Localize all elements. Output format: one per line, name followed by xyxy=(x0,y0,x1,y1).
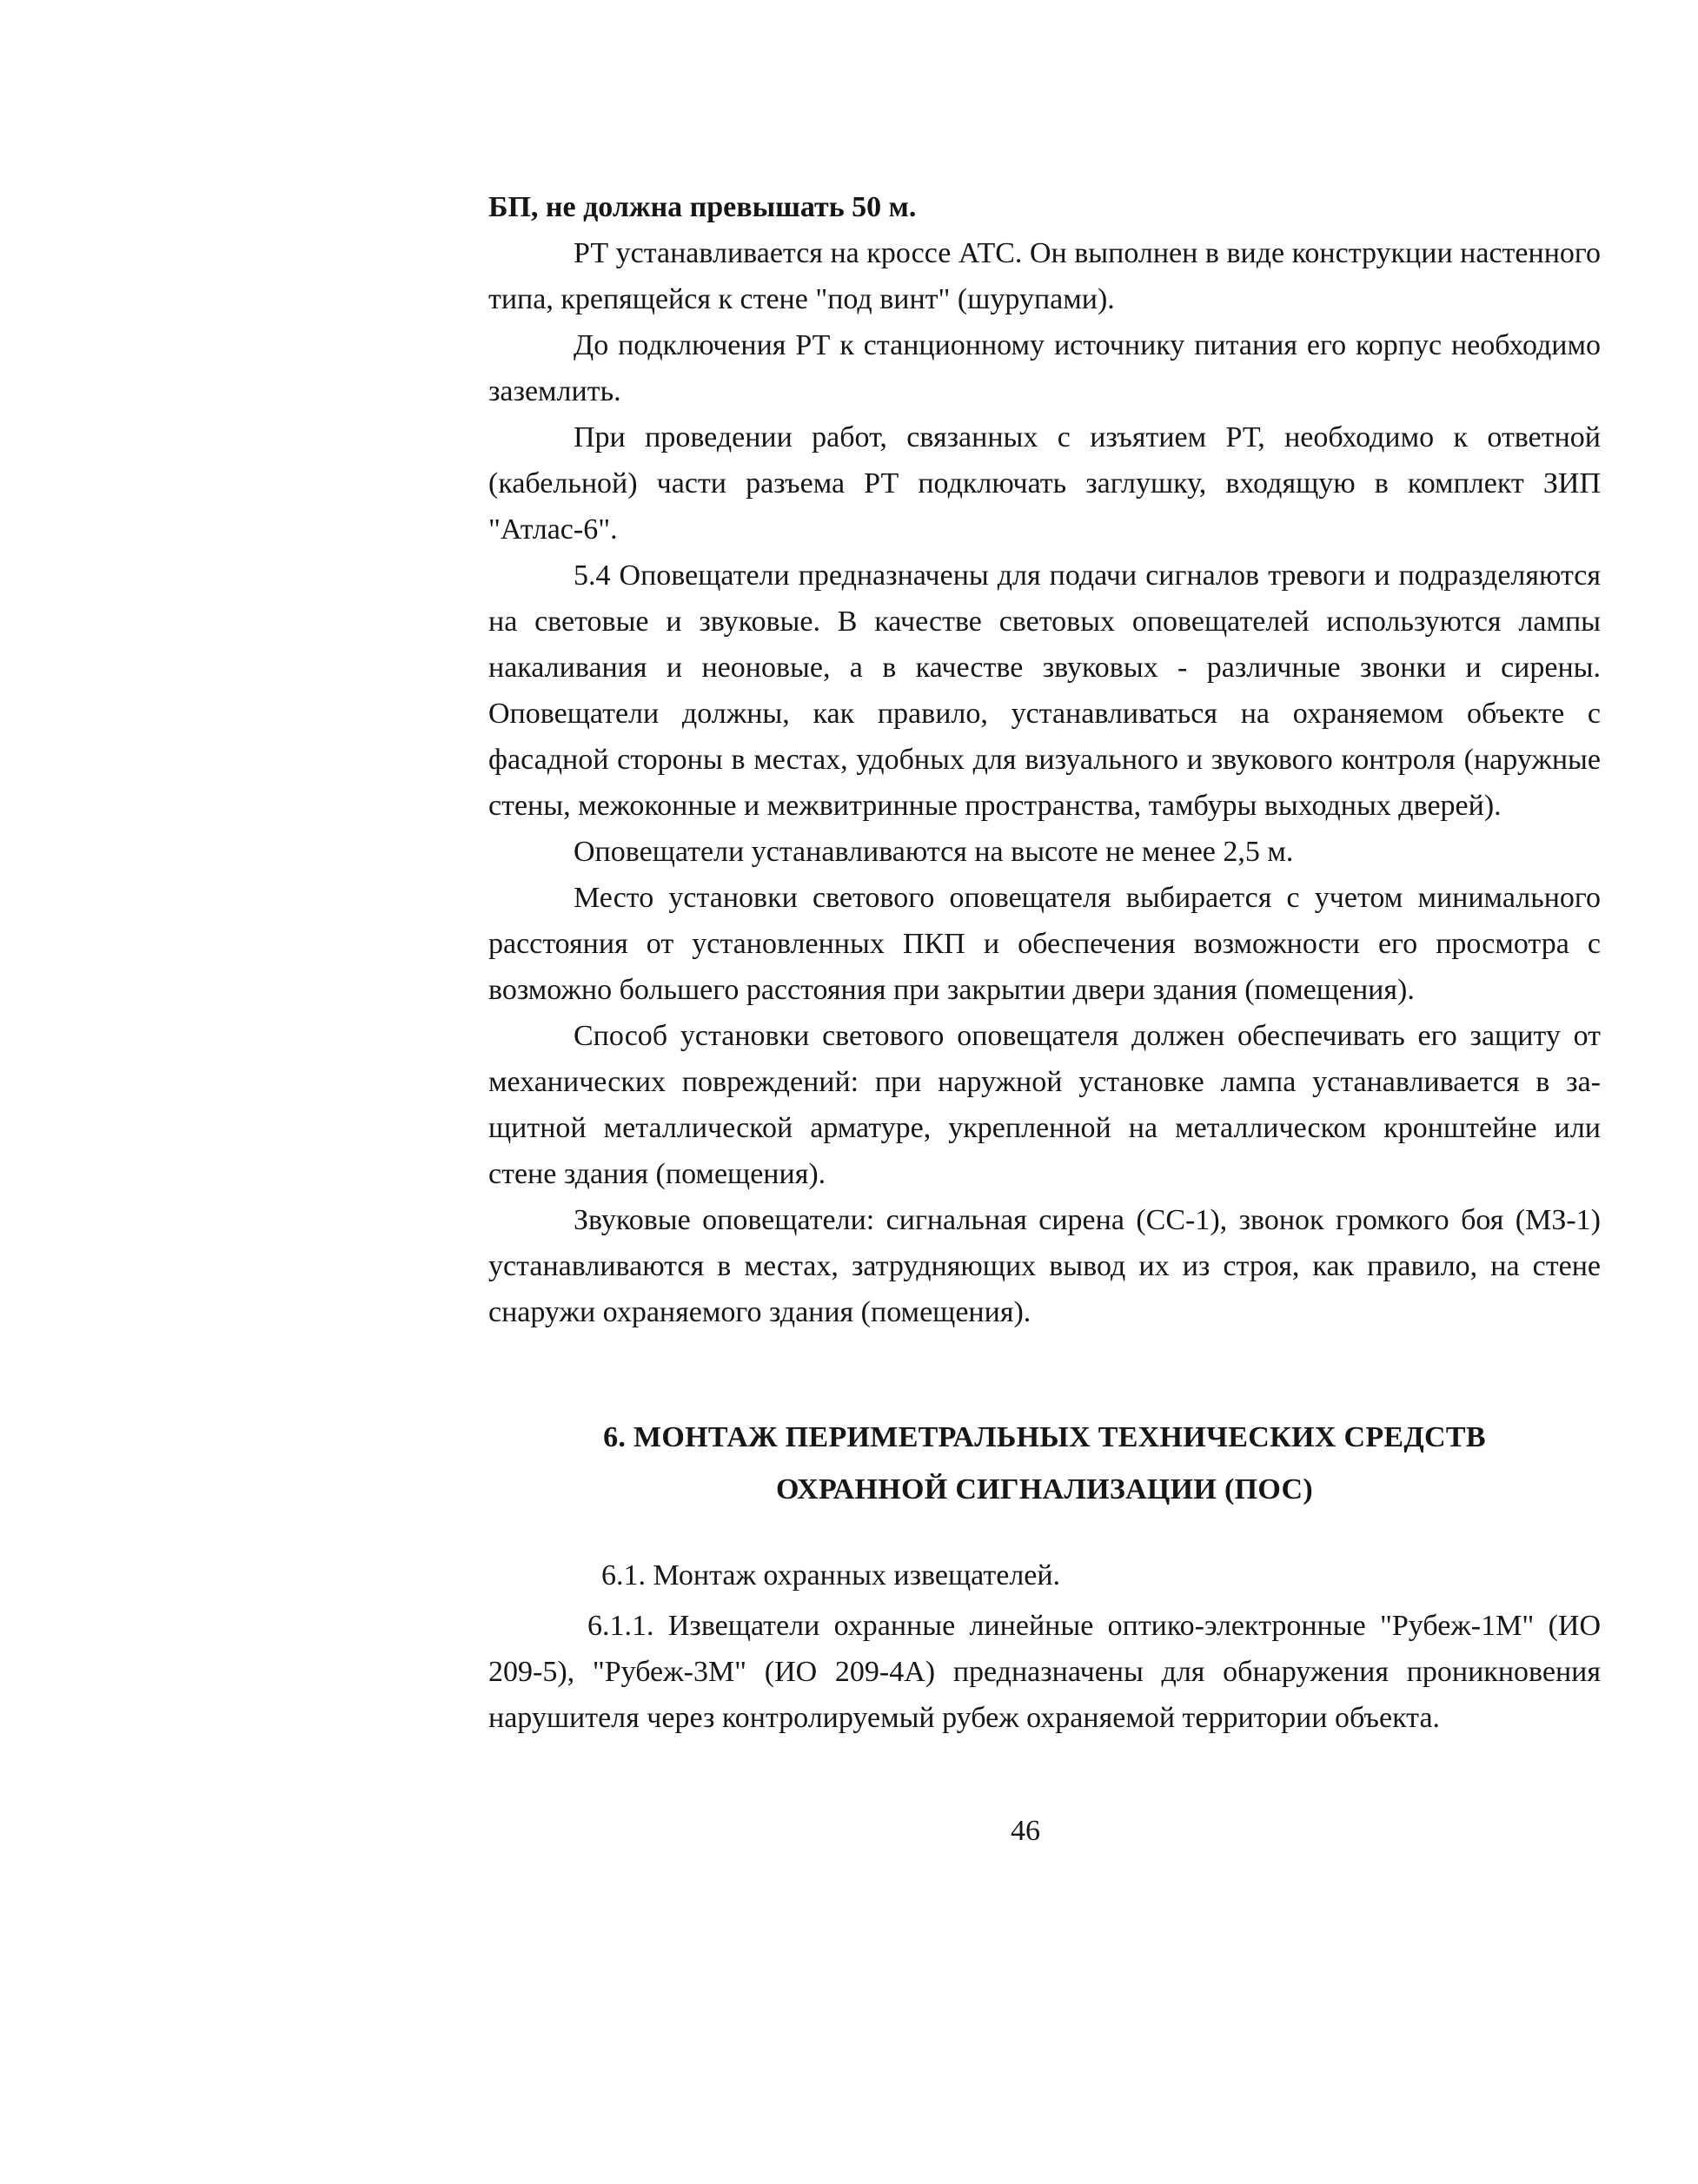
paragraph-annunciator-height: Оповещатели устанавливаются на высоте не менее 2,5 м. xyxy=(574,836,1294,868)
paragraph-continuation: БП, не должна превышать 50 м. xyxy=(488,191,917,223)
paragraph-rt-grounding: До подключения РТ к станционному источнику питания его корпус необходимо заземлить. xyxy=(488,329,1601,407)
paragraph-rt-removal: При проведении работ, связанных с изъятием РТ, необходимо к ответной (кабельной) части разъема РТ подключать заглушку, входящую в комплект ЗИП "Атлас-6". xyxy=(488,421,1601,546)
paragraph-light-annunciator-location: Место установки светового оповещателя выбирается с учетом минимального расстояния от установленных ПКП и обеспечения возможности его просмотра с возможно большего расстояния при закрытии двери здания (помещения). xyxy=(488,882,1601,1006)
section-heading xyxy=(488,1412,1601,1516)
paragraph-rt-installation: РТ устанавливается на кроссе АТС. Он выполнен в виде конструкции настенного типа, крепящейся к стене "под винт" (шурупами). xyxy=(488,237,1601,315)
body-text xyxy=(488,184,1601,1335)
paragraph-6-1-1: 6.1.1. Извещатели охранные линейные оптико-электронные "Рубеж-1М" (ИО 209-5), "Рубеж-3М" (ИО 209-4А) предназначены для обнаружения проникновения нарушителя через контролируемый рубеж охраняемой территории объекта. xyxy=(488,1610,1601,1734)
paragraph-light-annunciator-protection: Способ установки светового оповещателя должен обеспечивать его защиту от механических повреждений: при наружной установке лампа устанавливается в защитной металлической арматуре, укрепленной на металлическом кронштейне или стене здания (помещения). xyxy=(488,1020,1601,1190)
page-number: 46 xyxy=(1011,1815,1040,1847)
paragraph-sound-annunciators: Звуковые оповещатели: сигнальная сирена (СС-1), звонок громкого боя (МЗ-1) устанавливаются в местах, затрудняющих вывод их из строя, как правило, на стене снаружи охраняемого здания (помещения). xyxy=(488,1204,1601,1328)
section-heading-line-1: 6. МОНТАЖ ПЕРИМЕТРАЛЬНЫХ ТЕХНИЧЕСКИХ СРЕДСТВ xyxy=(603,1421,1486,1453)
subsection-title: 6.1. Монтаж охранных извещателей. xyxy=(601,1559,1061,1592)
section-text xyxy=(488,1552,1601,1741)
paragraph-5-4-annunciators: 5.4 Оповещатели предназначены для подачи сигналов тревоги и подразделяются на световые и звуковые. В качестве световых оповещателей используются лампы накаливания и неоновые, а в качестве звуковых - различные звонки и сирены. Оповещатели должны, как правило, устанавливаться на охраняемом объекте с фасадной стороны в местах, удобных для визуального и звукового контроля (наружные стены, межоконные и межвитринные пространства, тамбуры выходных дверей). xyxy=(488,559,1601,822)
section-heading-line-2: ОХРАННОЙ СИГНАЛИЗАЦИИ (ПОС) xyxy=(776,1473,1313,1506)
